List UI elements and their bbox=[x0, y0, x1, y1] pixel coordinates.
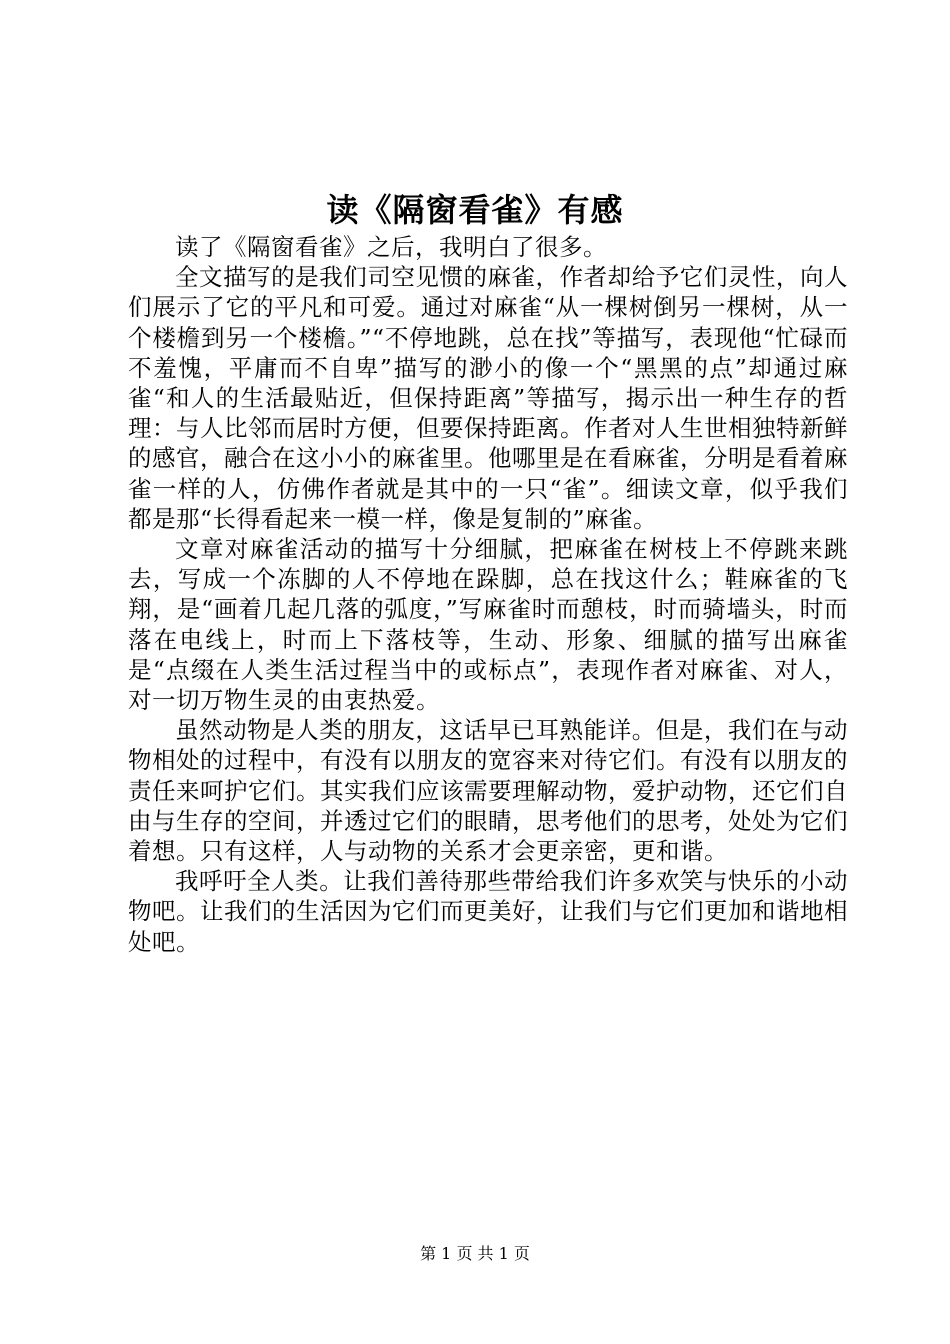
document-body bbox=[128, 232, 848, 957]
paragraph: 我呼吁全人类。让我们善待那些带给我们许多欢笑与快乐的小动物吧。让我们的生活因为它们而更美好，让我们与它们更加和谐地相处吧。 bbox=[128, 867, 848, 956]
paragraph: 全文描写的是我们司空见惯的麻雀，作者却给予它们灵性，向人们展示了它的平凡和可爱。通过对麻雀“从一棵树倒另一棵树，从一个楼檐到另一个楼檐。”“不停地跳，总在找”等描写，表现他“忙碌而不羞愧，平庸而不自卑”描写的渺小的像一个“黑黑的点”却通过麻雀“和人的生活最贴近，但保持距离”等描写，揭示出一种生存的哲理：与人比邻而居时方便，但要保持距离。作者对人生世相独特新鲜的感官，融合在这小小的麻雀里。他哪里是在看麻雀，分明是看着麻雀一样的人，仿佛作者就是其中的一只“雀”。细读文章，似乎我们都是那“长得看起来一模一样，像是复制的”麻雀。 bbox=[128, 263, 848, 533]
document-title: 读《隔窗看雀》有感 bbox=[326, 191, 624, 229]
paragraph: 虽然动物是人类的朋友，这话早已耳熟能详。但是，我们在与动物相处的过程中，有没有以朋友的宽容来对待它们。有没有以朋友的责任来呵护它们。其实我们应该需要理解动物，爱护动物，还它们自由与生存的空间，并透过它们的眼睛，思考他们的思考，处处为它们着想。只有这样，人与动物的关系才会更亲密，更和谐。 bbox=[128, 716, 848, 866]
page-footer: 第 1 页 共 1 页 bbox=[420, 1244, 530, 1263]
paragraph: 文章对麻雀活动的描写十分细腻，把麻雀在树枝上不停跳来跳去，写成一个冻脚的人不停地在跺脚，总在找这什么；鞋麻雀的飞翔，是“画着几起几落的弧度，”写麻雀时而憩枝，时而骑墙头，时而落在电线上，时而上下落枝等，生动、形象、细腻的描写出麻雀是“点缀在人类生活过程当中的或标点”，表现作者对麻雀、对人，对一切万物生灵的由衷热爱。 bbox=[128, 535, 848, 715]
paragraph: 读了《隔窗看雀》之后，我明白了很多。 bbox=[175, 233, 607, 261]
